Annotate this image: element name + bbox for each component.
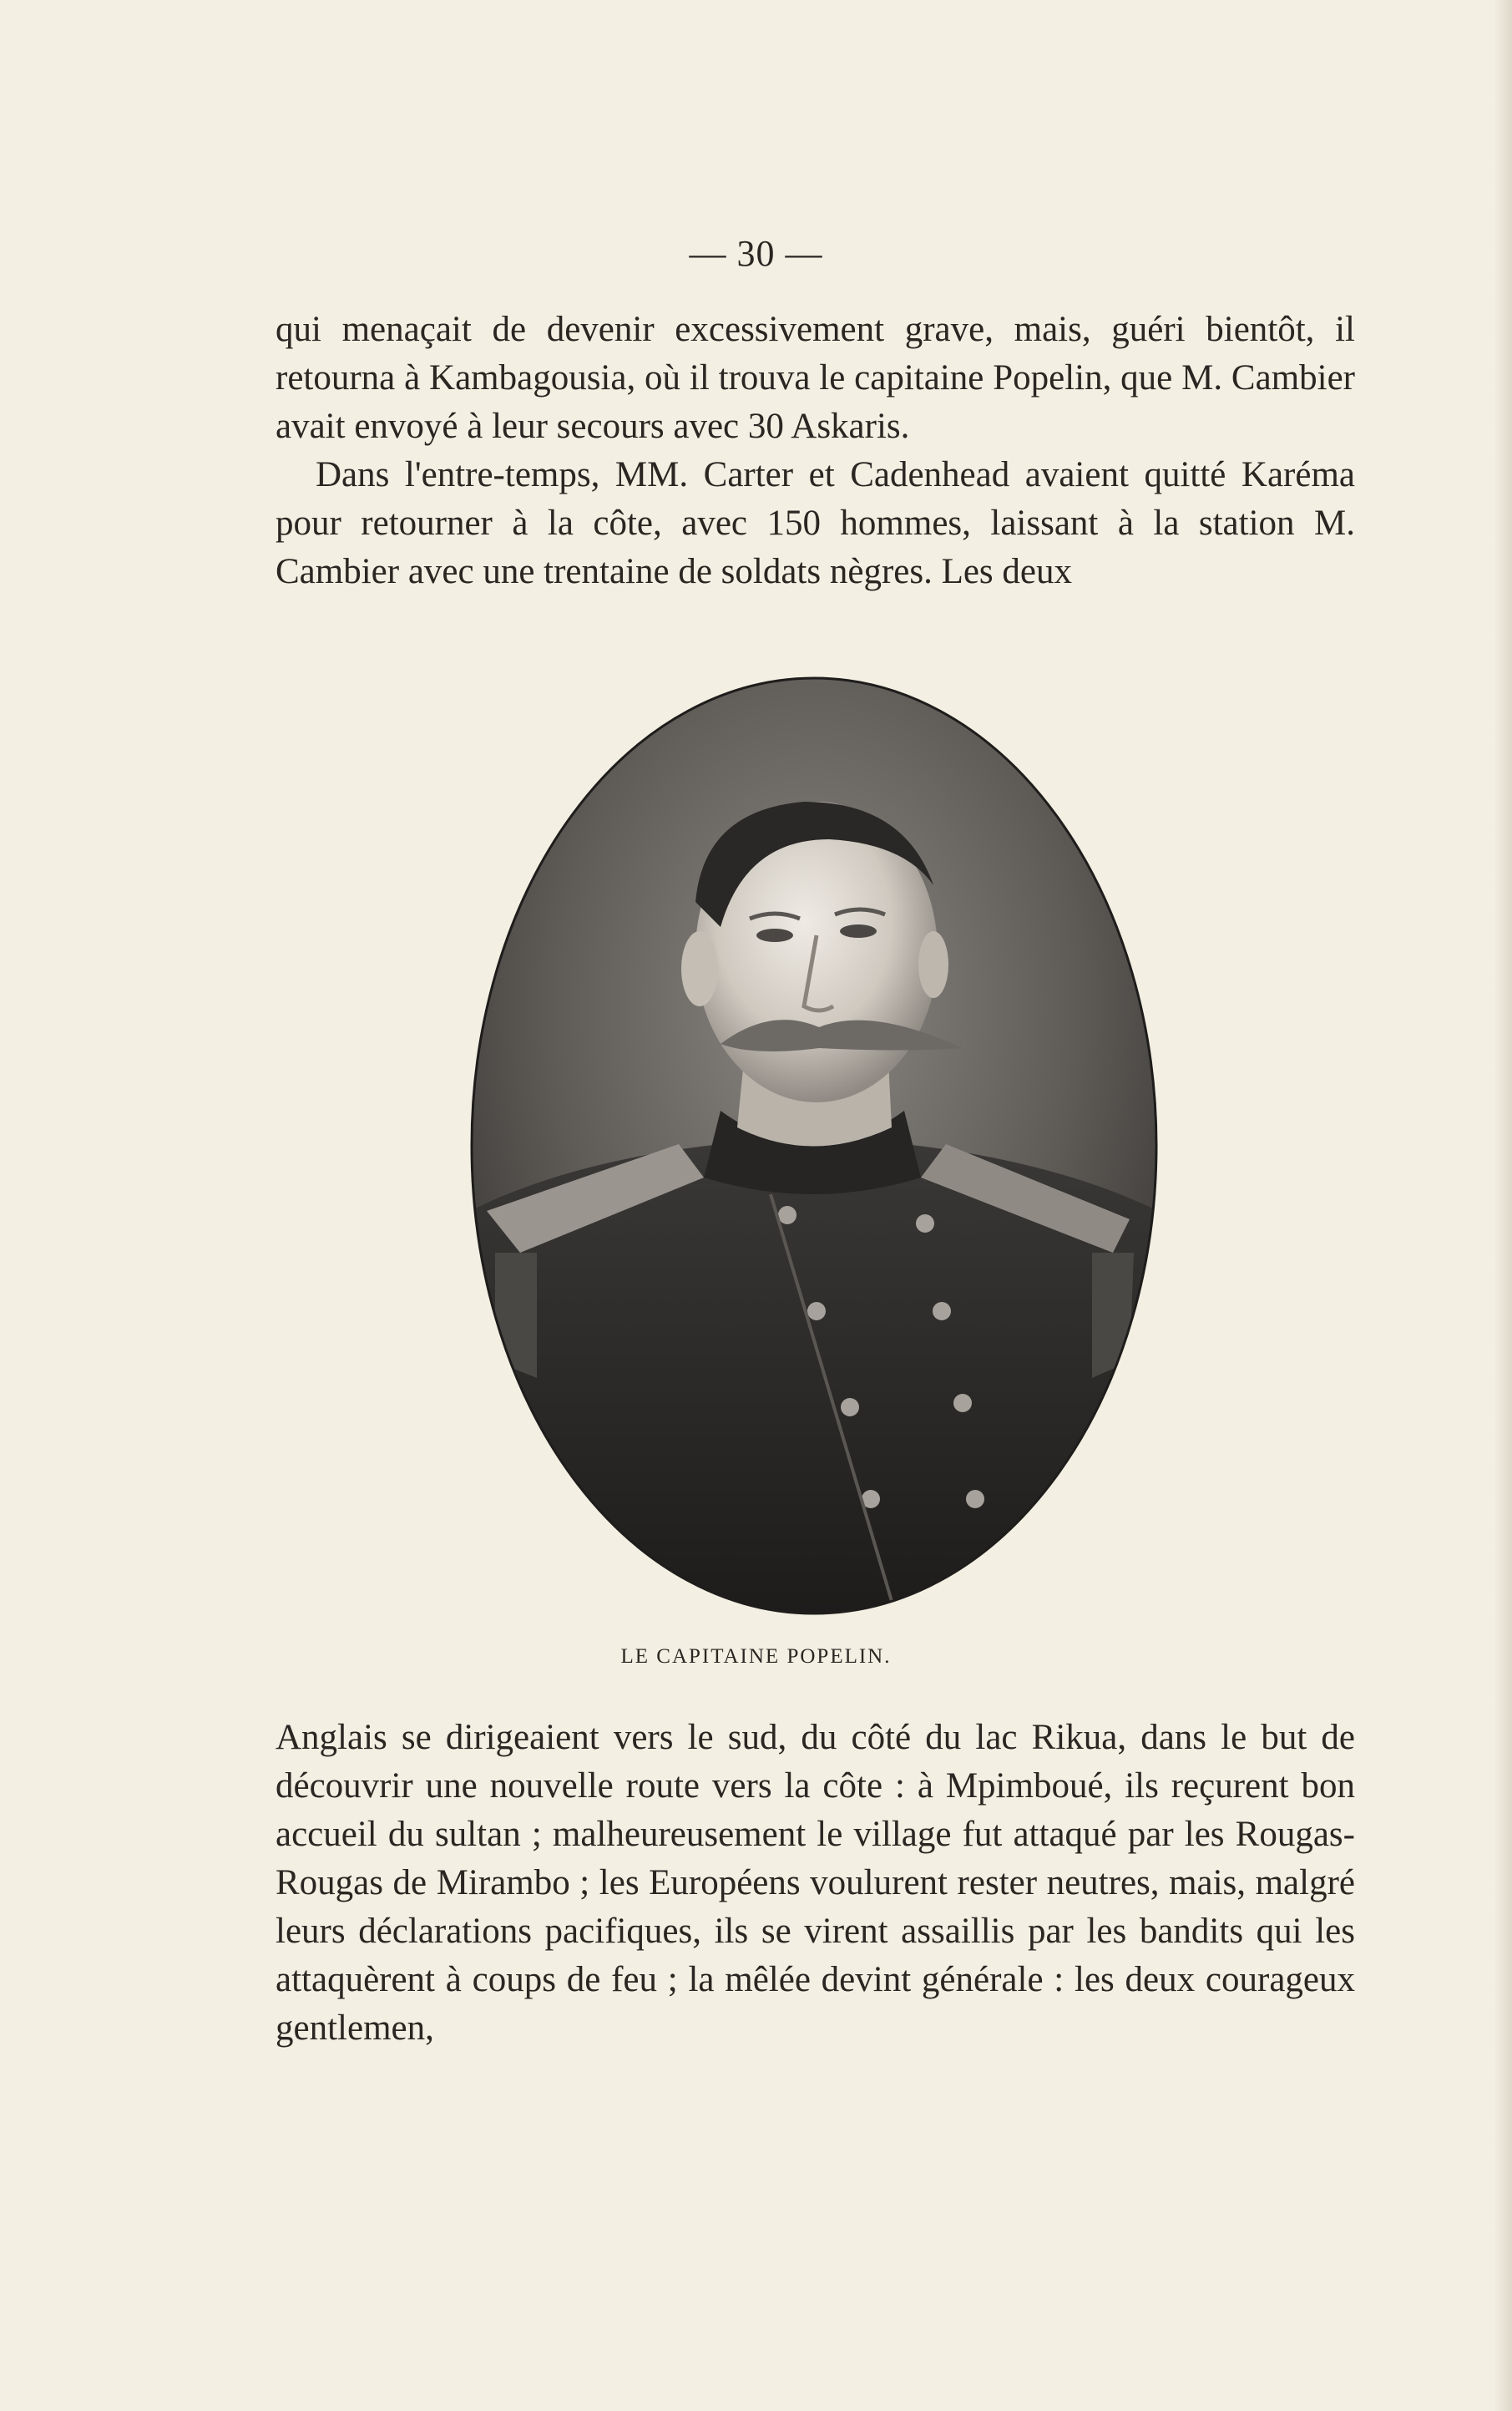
paragraph: qui menaçait de devenir excessivement grave, mais, guéri bientôt, il retourna à Kambagousia, où il trouva le capitaine Popelin, que M. Cambier avait envoyé à leur secours avec 30 Askaris. xyxy=(276,310,1355,446)
page-number: — 30 — xyxy=(689,233,823,274)
portrait-photograph xyxy=(470,676,1158,1615)
paragraph: Anglais se dirigeaient vers le sud, du côté du lac Rikua, dans le but de découvrir une nouvelle route vers la côte : à Mpimboué, ils reçurent bon accueil du sultan ; malheureusement le village fut attaqué par les Rougas-Rougas de Mirambo ; les Européens voulurent rester neutres, mais, malgré leurs déclarations pacifiques, ils se virent assaillis par les bandits qui les attaquèrent à coups de feu ; la mêlée devint générale : les deux courageux gentlemen, xyxy=(276,1718,1355,2048)
bottom-text-block xyxy=(276,1714,1355,2053)
page-edge-shadow xyxy=(1494,0,1512,2411)
portrait-image xyxy=(470,676,1158,1615)
top-text-block xyxy=(276,306,1355,596)
figure-caption: LE CAPITAINE POPELIN. xyxy=(620,1645,892,1668)
paragraph: Dans l'entre-temps, MM. Carter et Cadenhead avaient quitté Karéma pour retourner à la côte, avec 150 hommes, laissant à la station M. Cambier avec une trentaine de soldats nègres. Les deux xyxy=(276,455,1355,591)
